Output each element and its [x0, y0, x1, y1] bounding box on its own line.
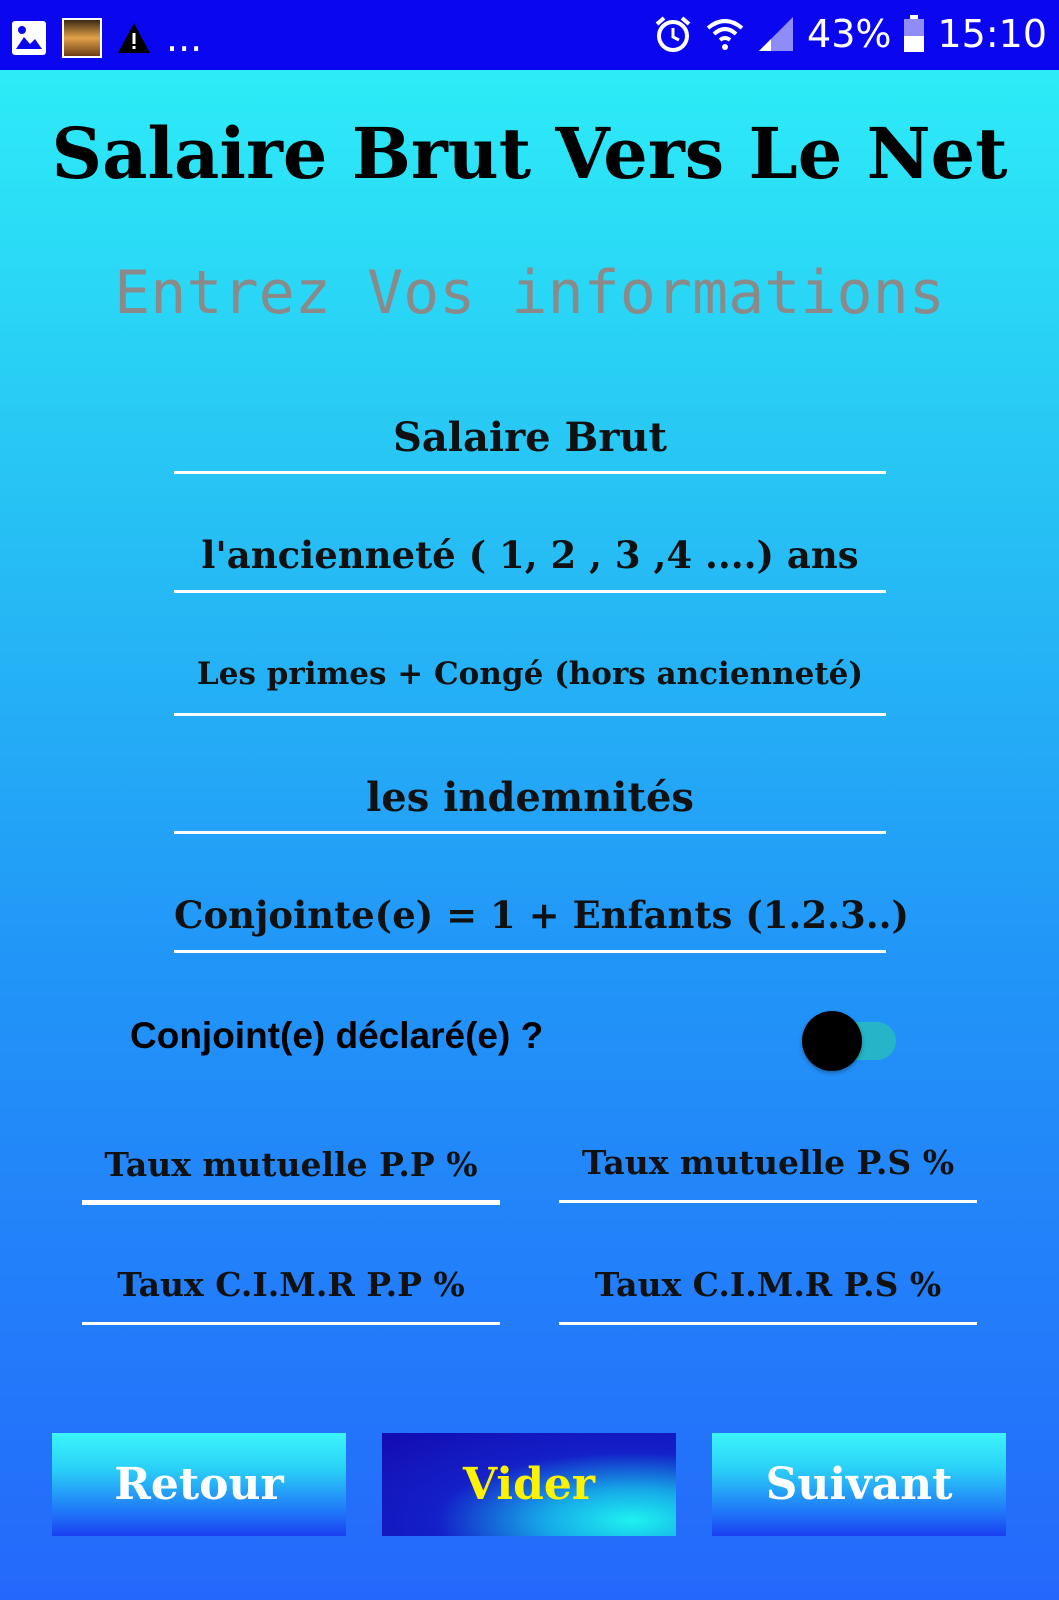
anciennete-input[interactable]	[174, 533, 886, 593]
input-underline	[559, 1200, 977, 1203]
switch-thumb[interactable]	[802, 1011, 862, 1071]
taux-cimr-pp-input[interactable]	[82, 1265, 500, 1325]
input-underline	[559, 1322, 977, 1325]
famille-input[interactable]	[174, 893, 909, 953]
suivant-button[interactable]: Suivant	[712, 1433, 1006, 1536]
photo-thumbnail	[62, 18, 102, 58]
taux-cimr-ps-input[interactable]	[559, 1265, 977, 1325]
conjoint-declare-label: Conjoint(e) déclaré(e) ?	[130, 1015, 544, 1056]
retour-button[interactable]: Retour	[52, 1433, 346, 1536]
input-underline	[174, 590, 886, 593]
image-icon	[10, 19, 48, 57]
indemnites-placeholder: les indemnités	[366, 774, 694, 821]
indemnites-input[interactable]	[174, 774, 886, 834]
salaire-brut-input[interactable]	[174, 414, 886, 474]
input-underline	[82, 1200, 500, 1205]
primes-placeholder: Les primes + Congé (hors ancienneté)	[196, 656, 864, 692]
conjoint-declare-switch[interactable]	[802, 1011, 898, 1071]
salaire-brut-placeholder: Salaire Brut	[392, 414, 667, 461]
primes-input[interactable]	[174, 656, 886, 716]
status-bar	[0, 0, 1059, 70]
battery-percent: 43%	[807, 12, 892, 56]
page-subtitle: Entrez Vos informations	[114, 258, 945, 328]
warning-icon	[116, 21, 152, 55]
alarm-icon	[653, 14, 693, 54]
more-notifications: ...	[166, 16, 203, 60]
taux-mutuelle-pp-placeholder: Taux mutuelle P.P %	[104, 1145, 478, 1184]
signal-icon	[757, 15, 795, 53]
input-underline	[174, 713, 886, 716]
taux-mutuelle-ps-input[interactable]	[559, 1143, 977, 1203]
wifi-icon	[705, 14, 745, 54]
status-bar-right	[653, 12, 1047, 56]
input-underline	[82, 1322, 500, 1325]
input-underline	[174, 471, 886, 474]
famille-placeholder: Conjointe(e) = 1 + Enfants (1.2.3..)	[174, 893, 909, 937]
vider-button[interactable]: Vider	[382, 1433, 676, 1536]
clock: 15:10	[937, 12, 1047, 56]
anciennete-placeholder: l'ancienneté ( 1, 2 , 3 ,4 ....) ans	[201, 533, 859, 577]
taux-cimr-pp-placeholder: Taux C.I.M.R P.P %	[117, 1265, 465, 1304]
input-underline	[174, 950, 886, 953]
taux-mutuelle-pp-input[interactable]	[82, 1145, 500, 1205]
input-underline	[174, 831, 886, 834]
page-title: Salaire Brut Vers Le Net	[51, 112, 1008, 195]
taux-cimr-ps-placeholder: Taux C.I.M.R P.S %	[594, 1265, 942, 1304]
status-bar-left	[10, 16, 202, 60]
taux-mutuelle-ps-placeholder: Taux mutuelle P.S %	[581, 1143, 955, 1182]
battery-icon	[903, 15, 925, 53]
